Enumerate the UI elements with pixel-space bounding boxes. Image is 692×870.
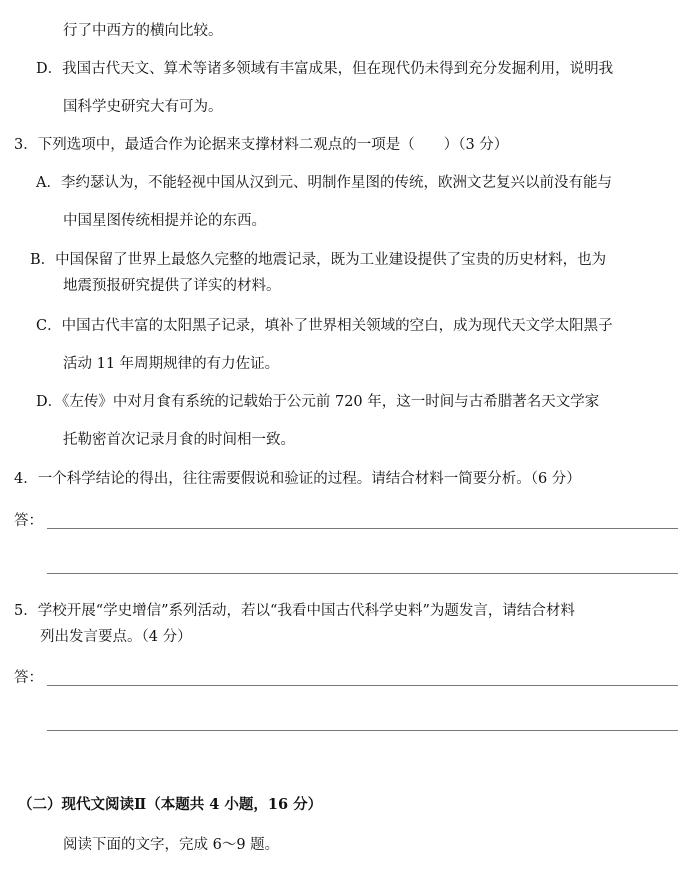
question-4-answer-line-2[interactable] xyxy=(47,573,678,574)
question-4-stem: 4．一个科学结论的得出，往往需要假说和验证的过程。请结合材料一简要分析。（6 分） xyxy=(14,471,581,487)
prev-option-c-continuation: 行了中西方的横向比较。 xyxy=(63,23,223,39)
question-3-option-b-line2: 地震预报研究提供了详实的材料。 xyxy=(63,278,281,294)
question-5-stem-line2: 列出发言要点。（4 分） xyxy=(40,629,192,645)
question-3-option-d-line1: D．《左传》中对月食有系统的记载始于公元前 720 年，这一时间与古希腊著名天文学家 xyxy=(36,394,600,410)
prev-option-d-line2: 国科学史研究大有可为。 xyxy=(63,99,223,115)
question-3-option-a-line1: A．李约瑟认为，不能轻视中国从汉到元、明制作星图的传统，欧洲文艺复兴以前没有能与 xyxy=(36,175,612,191)
section-2-instruction: 阅读下面的文字，完成 6～9 题。 xyxy=(63,837,280,853)
prev-option-d-line1: D．我国古代天文、算术等诸多领域有丰富成果，但在现代仍未得到充分发掘利用，说明我 xyxy=(36,61,614,77)
question-3-stem: 3．下列选项中，最适合作为论据来支撑材料二观点的一项是（ ）（3 分） xyxy=(14,137,509,153)
question-5-answer-label: 答： xyxy=(14,670,43,686)
question-3-option-c-line2: 活动 11 年周期规律的有力佐证。 xyxy=(63,356,280,372)
question-5-stem-line1: 5．学校开展“学史增信”系列活动，若以“我看中国古代科学史料”为题发言，请结合材料 xyxy=(14,603,575,619)
question-4-answer-label: 答： xyxy=(14,513,43,529)
question-3-option-c-line1: C．中国古代丰富的太阳黑子记录，填补了世界相关领域的空白，成为现代天文学太阳黑子 xyxy=(36,318,613,334)
question-3-option-b-line1: B．中国保留了世界上最悠久完整的地震记录，既为工业建设提供了宝贵的历史材料，也为 xyxy=(30,252,607,268)
question-5-answer-line-1[interactable] xyxy=(47,685,678,686)
question-3-option-d-line2: 托勒密首次记录月食的时间相一致。 xyxy=(63,432,295,448)
question-5-answer-line-2[interactable] xyxy=(47,730,678,731)
question-4-answer-line-1[interactable] xyxy=(47,528,678,529)
question-3-option-a-line2: 中国星图传统相提并论的东西。 xyxy=(63,213,266,229)
section-2-heading: （二）现代文阅读Ⅱ（本题共 4 小题，16 分） xyxy=(18,796,323,813)
